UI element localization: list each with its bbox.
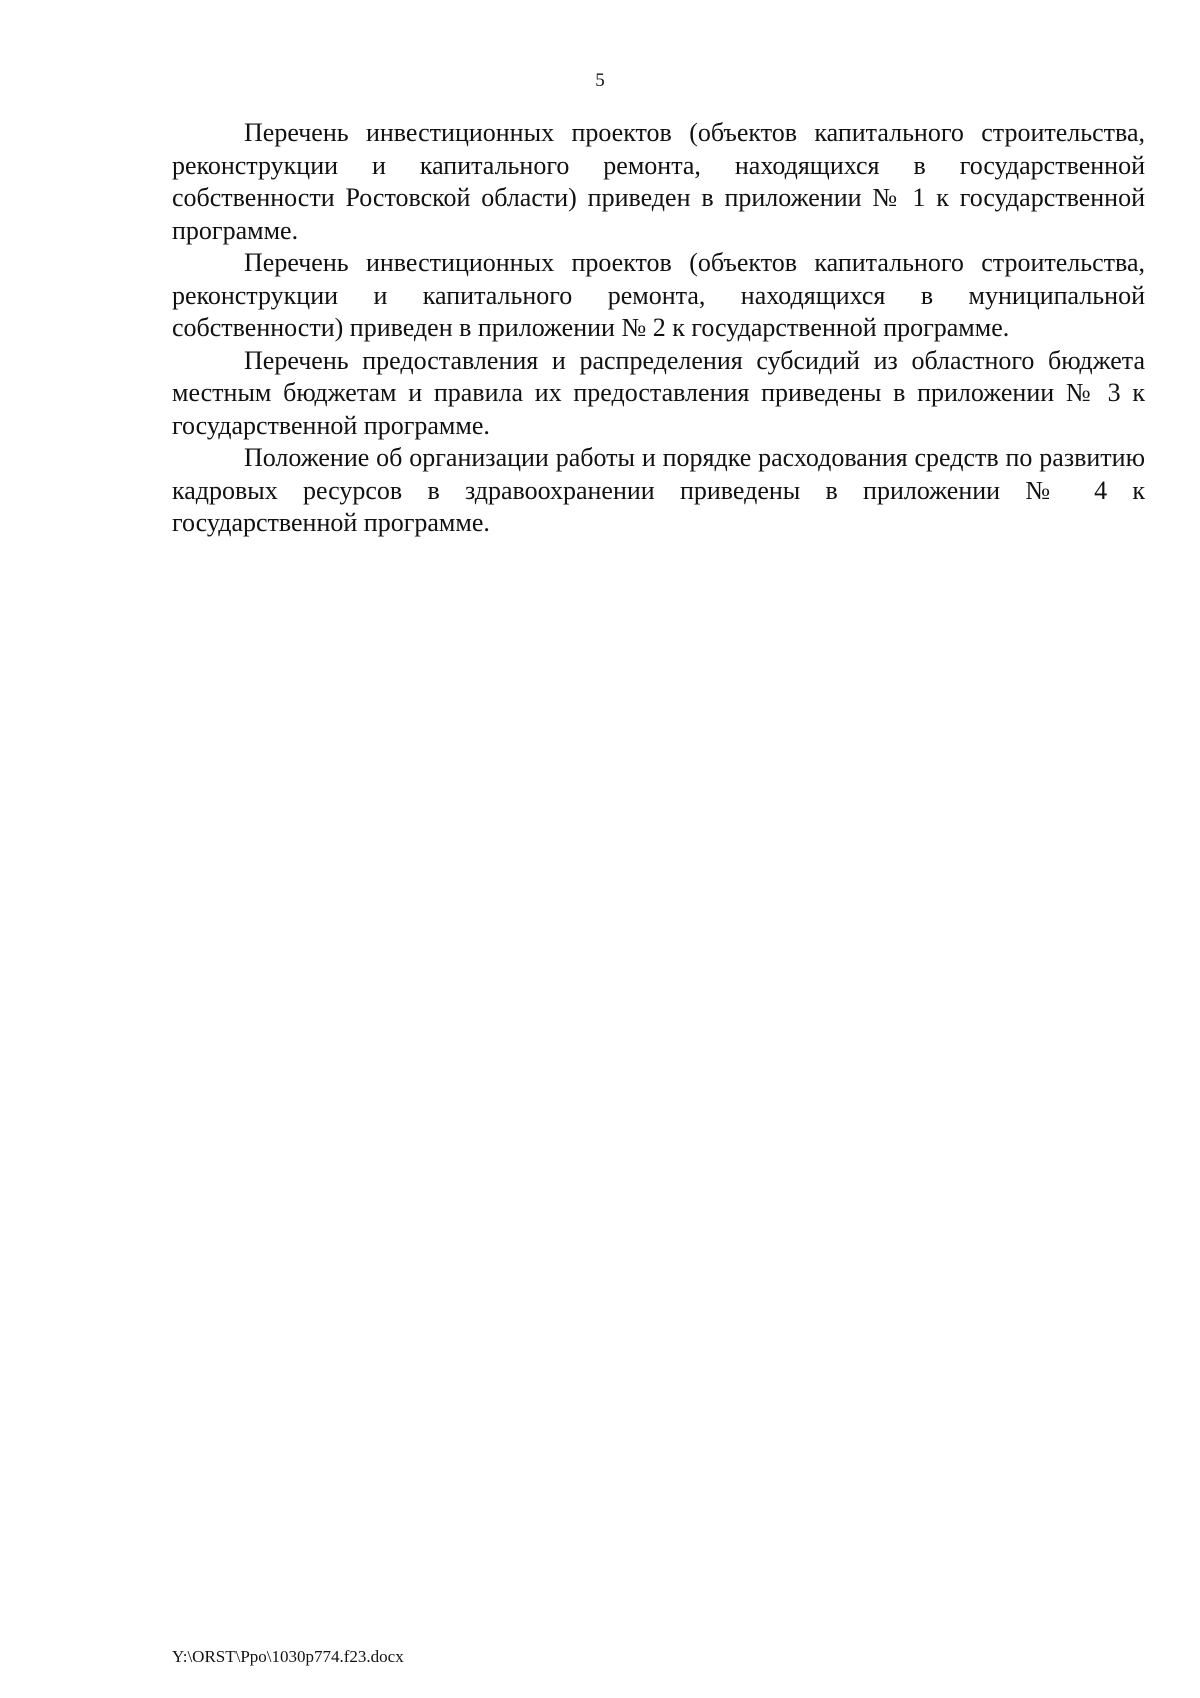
document-body <box>172 117 1145 540</box>
footer-file-path: Y:\ORST\Ppo\1030p774.f23.docx <box>172 1647 404 1666</box>
page-number: 5 <box>595 70 605 91</box>
paragraph-subsidies: Перечень предоставления и распределения субсидий из областного бюджета местным бюджетам и правила их предоставления приведены в приложении № 3 к государственной программе. <box>172 345 1145 440</box>
paragraph-investment-projects-state: Перечень инвестиционных проектов (объектов капитального строительства, реконструкции и капитального ремонта, находящихся в государственной собственности Ростовской области) приведен в приложении № 1 к государственной программе. <box>172 118 1145 245</box>
paragraph-investment-projects-municipal: Перечень инвестиционных проектов (объектов капитального строительства, реконструкции и капитального ремонта, находящихся в муниципальной собственности) приведен в приложении № 2 к государственной программе. <box>172 248 1145 342</box>
paragraph-personnel-resources: Положение об организации работы и порядке расходования средств по развитию кадровых ресурсов в здравоохранении приведены в приложении № 4 к государственной программе. <box>172 443 1145 537</box>
